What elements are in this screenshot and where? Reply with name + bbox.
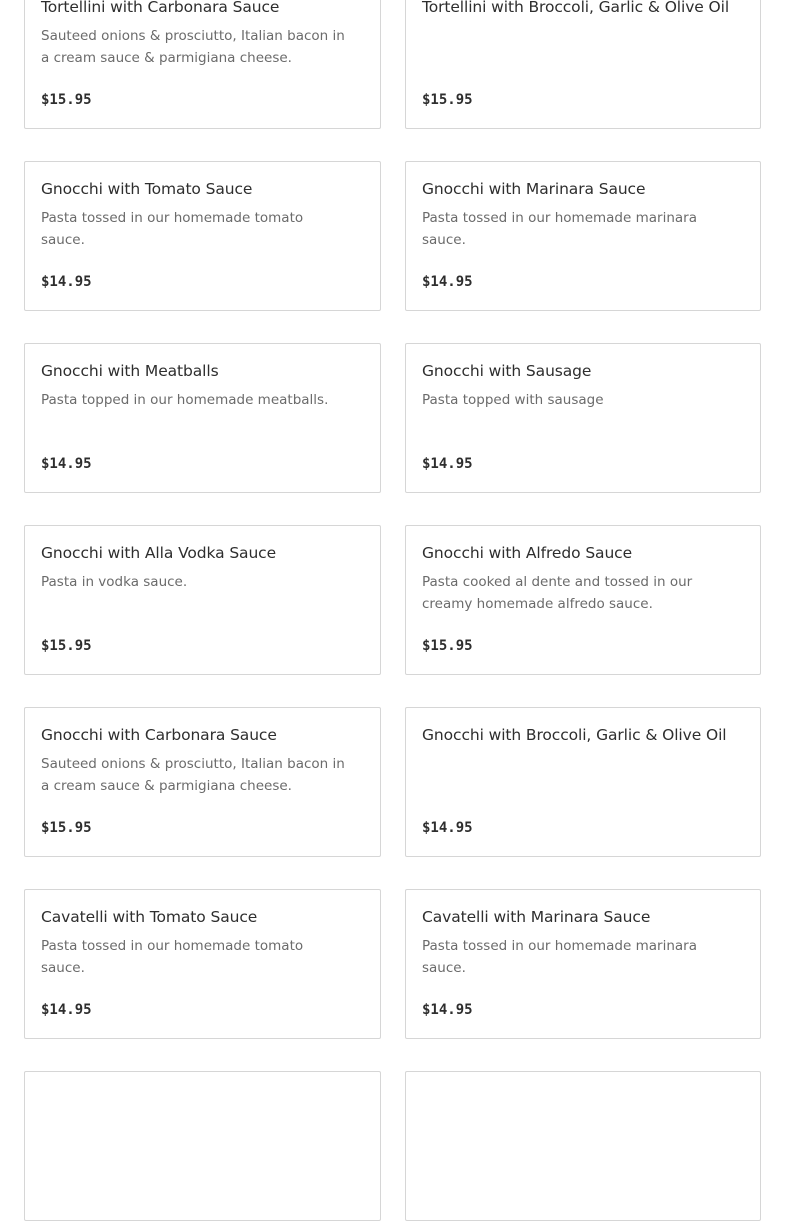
menu-item-name: Gnocchi with Meatballs: [41, 362, 219, 380]
menu-item-card[interactable]: [405, 707, 761, 857]
menu-item-name: Gnocchi with Alfredo Sauce: [422, 544, 633, 562]
menu-item-price: $14.95: [41, 456, 92, 472]
menu-item-price: $14.95: [422, 820, 473, 836]
menu-item-grid: [24, 0, 761, 1221]
menu-item-card[interactable]: [405, 343, 761, 493]
menu-item-name: Cavatelli with Tomato Sauce: [41, 908, 258, 926]
menu-item-card[interactable]: [24, 889, 381, 1039]
menu-item-description: Pasta in vodka sauce.: [41, 574, 188, 590]
menu-item-price: $14.95: [41, 1002, 92, 1018]
menu-item-description: Pasta topped in our homemade meatballs.: [41, 392, 329, 408]
menu-item-price: $15.95: [41, 820, 92, 836]
menu-item-name: Gnocchi with Sausage: [422, 362, 592, 380]
menu-item-card[interactable]: [405, 525, 761, 675]
menu-item-description: Sauteed onions & prosciutto, Italian bacon in a cream sauce & parmigiana cheese.: [41, 756, 345, 794]
menu-item-card[interactable]: [405, 889, 761, 1039]
menu-item-price: $14.95: [422, 1002, 473, 1018]
menu-item-description: Pasta cooked al dente and tossed in our creamy homemade alfredo sauce.: [422, 574, 693, 612]
menu-item-description: Pasta topped with sausage: [422, 392, 604, 408]
menu-item-price: $15.95: [422, 92, 473, 108]
menu-item-description: Pasta tossed in our homemade marinara sauce.: [422, 938, 697, 976]
menu-item-name: Cavatelli with Marinara Sauce: [422, 908, 651, 926]
menu-item-name: Gnocchi with Marinara Sauce: [422, 180, 646, 198]
menu-item-name: Gnocchi with Alla Vodka Sauce: [41, 544, 277, 562]
menu-item-card[interactable]: [24, 161, 381, 311]
menu-item-name: Tortellini with Carbonara Sauce: [41, 0, 280, 16]
menu-item-price: $15.95: [41, 92, 92, 108]
menu-item-price: $14.95: [41, 274, 92, 290]
menu-item-card[interactable]: [24, 0, 381, 129]
menu-item-name: Gnocchi with Broccoli, Garlic & Olive Oil: [422, 726, 727, 744]
menu-item-card[interactable]: [405, 1071, 761, 1221]
menu-item-price: $15.95: [41, 638, 92, 654]
menu-item-price: $15.95: [422, 638, 473, 654]
menu-item-name: Tortellini with Broccoli, Garlic & Olive Oil: [422, 0, 730, 16]
menu-item-description: Pasta tossed in our homemade marinara sauce.: [422, 210, 697, 248]
menu-item-description: Sauteed onions & prosciutto, Italian bacon in a cream sauce & parmigiana cheese.: [41, 28, 345, 66]
menu-item-name: Gnocchi with Tomato Sauce: [41, 180, 253, 198]
menu-item-price: $14.95: [422, 274, 473, 290]
menu-item-description: Pasta tossed in our homemade tomato sauce.: [41, 210, 304, 248]
menu-item-card[interactable]: [405, 0, 761, 129]
menu-item-card[interactable]: [24, 1071, 381, 1221]
menu-item-description: Pasta tossed in our homemade tomato sauce.: [41, 938, 304, 976]
menu-item-card[interactable]: [24, 343, 381, 493]
menu-item-price: $14.95: [422, 456, 473, 472]
menu-item-card[interactable]: [24, 525, 381, 675]
menu-item-name: Gnocchi with Carbonara Sauce: [41, 726, 277, 744]
menu-item-card[interactable]: [405, 161, 761, 311]
menu-item-card[interactable]: [24, 707, 381, 857]
